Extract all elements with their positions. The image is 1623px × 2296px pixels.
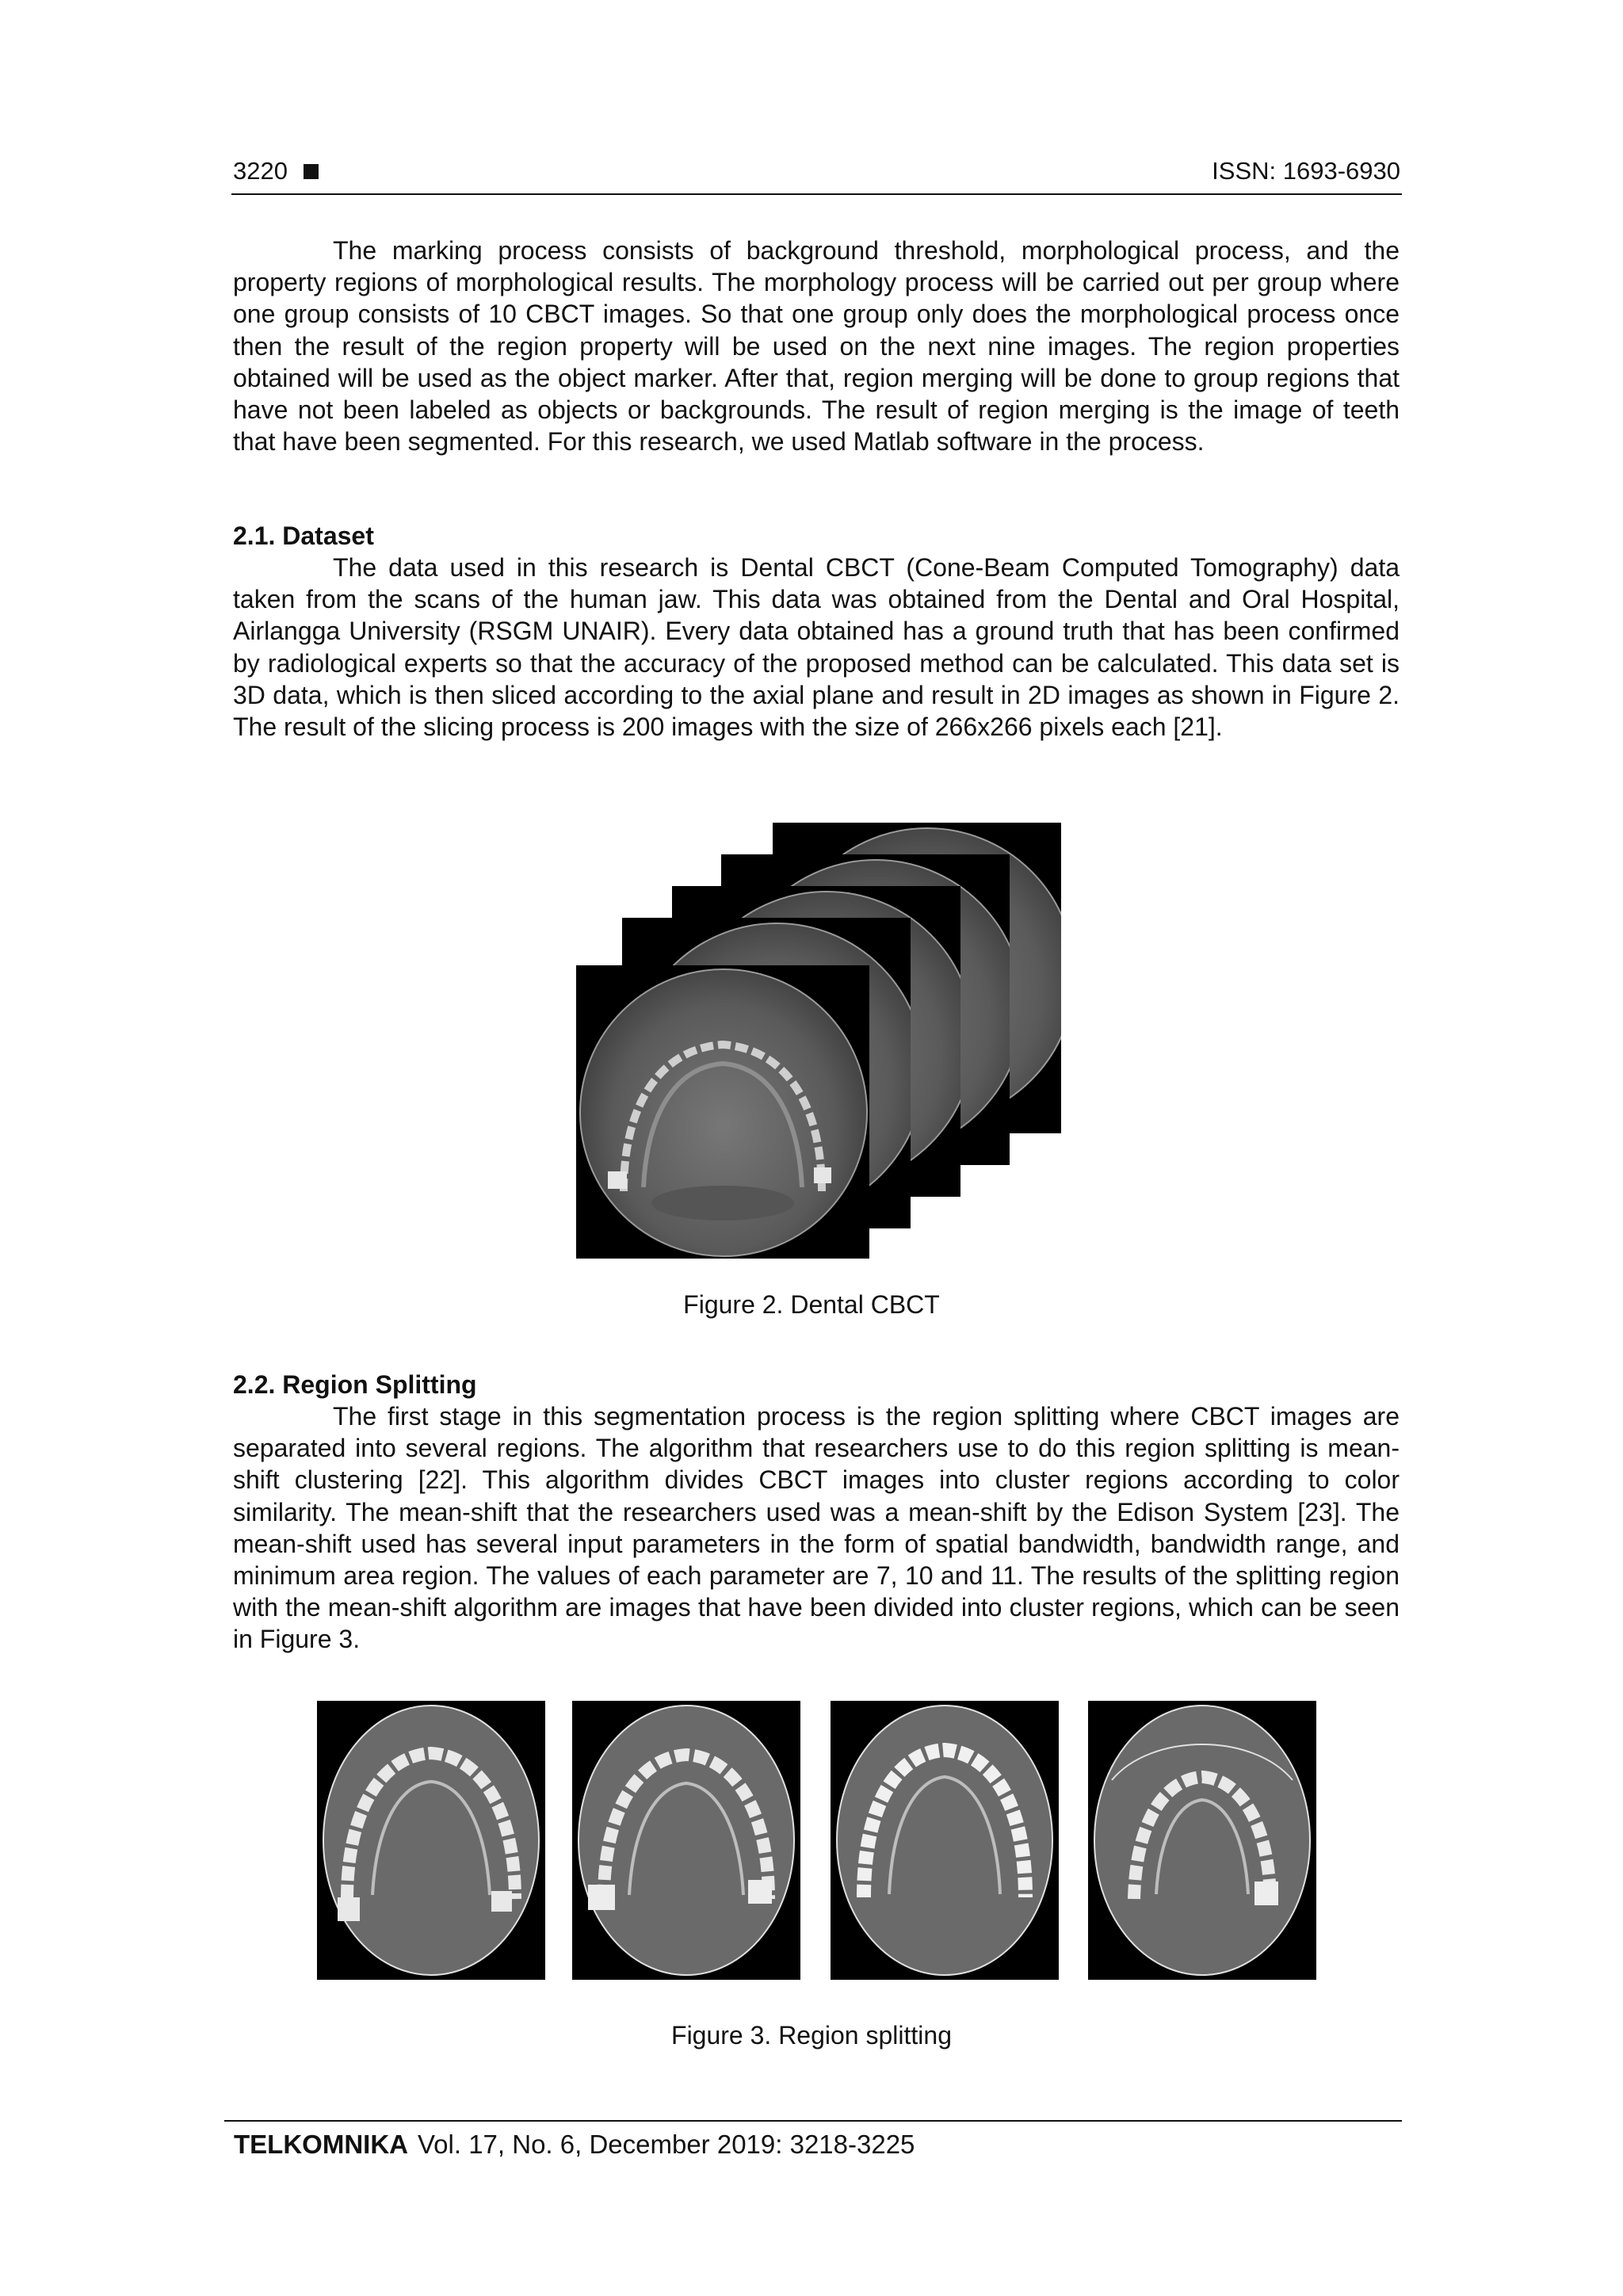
dataset-paragraph: The data used in this research is Dental CBCT (Cone-Beam Computed Tomography) data taken from the scans of the human jaw. This data was obtained from the Dental and Oral Hospital, Airlangga University (RSGM UNAIR). Every data obtained has a ground truth that has been confirmed by radiological experts so that the accuracy of the proposed method can be calculated. This data set is 3D data, which is then sliced according to the axial plane and result in 2D images as shown in Figure 2. The result of the slicing process is 200 images with the size of 266x266 pixels each [21]. — [233, 553, 1400, 742]
segmented-image-2 — [572, 1701, 800, 1980]
footer-rule — [224, 2120, 1402, 2122]
intro-paragraph: The marking process consists of background threshold, morphological process, and the property regions of morphological results. The morphology process will be carried out per group where one group consists of 10 CBCT images. So that one group only does the morphological process once then the result of the region property will be used on the next nine images. The region properties obtained will be used as the object marker. After that, region merging will be done to group regions that have not been labeled as objects or backgrounds. The result of region merging is the image of teeth that have been segmented. For this research, we used Matlab software in the process. — [233, 236, 1400, 457]
page-footer — [234, 2128, 915, 2161]
section-heading-dataset: 2.1. Dataset — [233, 521, 374, 550]
journal-citation: Vol. 17, No. 6, December 2019: 3218-3225 — [417, 2130, 915, 2159]
region-splitting-paragraph: The first stage in this segmentation process is the region splitting where CBCT images are separated into several regions. The algorithm that researchers use to do this region splitting is mean-shift clustering [22]. This algorithm divides CBCT images into cluster regions according to color similarity. The mean-shift that the researchers used was a mean-shift by the Edison System [23]. The mean-shift used has several input parameters in the form of spatial bandwidth, bandwidth range, and minimum area region. The values of each parameter are 7, 10 and 11. The results of the splitting region with the mean-shift algorithm are images that have been divided into cluster regions, which can be seen in Figure 3. — [233, 1402, 1400, 1654]
square-bullet-icon — [304, 164, 319, 179]
page-header-left — [233, 155, 319, 187]
cbct-slice-1 — [576, 965, 869, 1259]
page-number: 3220 — [233, 157, 288, 185]
segmented-image-1 — [317, 1701, 545, 1980]
figure-3-caption: Figure 3. Region splitting — [671, 2021, 952, 2050]
dental-arch-image — [576, 965, 869, 1259]
segmented-image-4 — [1088, 1701, 1316, 1980]
header-rule — [231, 193, 1402, 195]
section-heading-region-splitting: 2.2. Region Splitting — [233, 1370, 477, 1399]
segmented-image-3 — [831, 1701, 1059, 1980]
issn-label: ISSN: 1693-6930 — [1212, 157, 1400, 185]
journal-name: TELKOMNIKA — [234, 2130, 408, 2159]
figure-2-caption: Figure 2. Dental CBCT — [683, 1290, 940, 1319]
